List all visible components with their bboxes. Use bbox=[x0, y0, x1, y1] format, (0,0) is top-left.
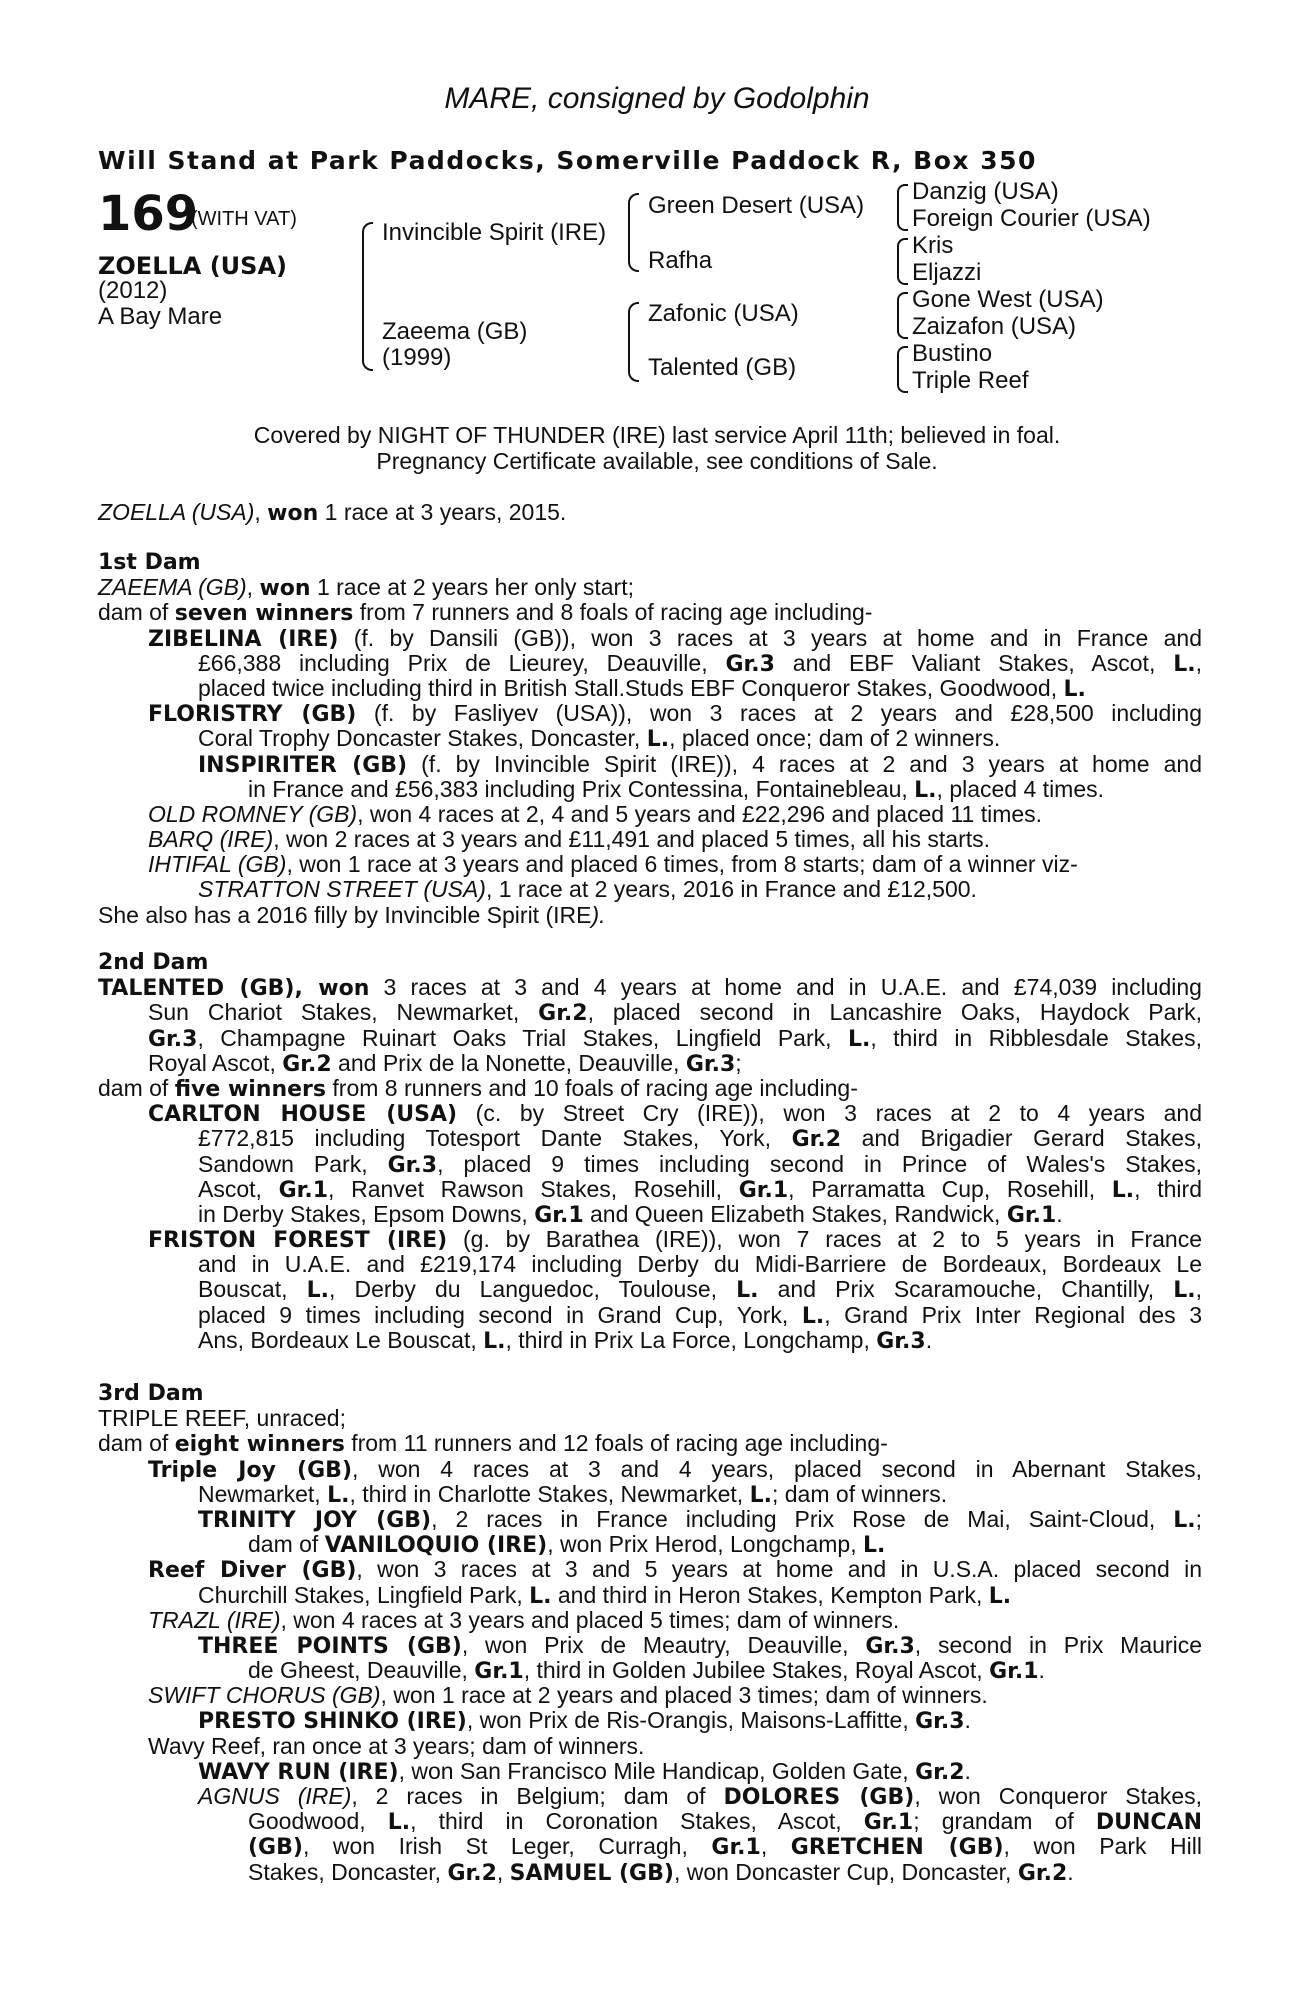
reef-diver-entry: Reef Diver (GB), won 3 races at 3 and 5 years at home and in U.S.A. placed second in bbox=[148, 1556, 1202, 1584]
carlton-entry: CARLTON HOUSE (USA) (c. by Street Cry (IRE)), won 3 races at 2 to 4 years and bbox=[148, 1100, 1203, 1128]
barq-entry: BARQ (IRE), won 2 races at 3 years and £11,491 and placed 5 times, all his starts. bbox=[148, 826, 991, 853]
wavy-run-entry: WAVY RUN (IRE), won San Francisco Mile Handicap, Golden Gate, Gr.2. bbox=[198, 1757, 971, 1785]
wavy-reef-entry: Wavy Reef, ran once at 3 years; dam of winners. bbox=[148, 1732, 645, 1759]
pedigree-sdd: Eljazzi bbox=[912, 259, 982, 286]
dam1-produce-b: seven winners bbox=[174, 601, 354, 627]
stand-location: Will Stand at Park Paddocks, Somerville Paddock R, Box 350 bbox=[98, 146, 1037, 175]
pedigree-ssd: Foreign Courier (USA) bbox=[912, 205, 1151, 232]
dam1-produce-c: from 7 runners and 8 foals of racing age including- bbox=[353, 599, 873, 626]
also-has: She also has a 2016 filly by Invincible Spirit (IRE). bbox=[98, 901, 606, 928]
dam1-produce-a: dam of bbox=[98, 599, 175, 626]
horse-description: A Bay Mare bbox=[98, 303, 223, 330]
pedigree-brace-sd bbox=[897, 238, 908, 285]
pregnancy-note: Pregnancy Certificate available, see conditions of Sale. bbox=[376, 448, 938, 474]
record-name: ZOELLA (USA) bbox=[98, 499, 255, 525]
floristry-entry: FLORISTRY (GB) (f. by Fasliyev (USA)), won 3 races at 2 years and £28,500 including bbox=[148, 700, 1202, 728]
pedigree-dd: Talented (GB) bbox=[648, 354, 797, 381]
first-dam-heading: 1st Dam bbox=[98, 550, 201, 575]
pedigree-brace-sire bbox=[628, 193, 639, 272]
pedigree-brace-ds bbox=[897, 292, 908, 339]
pedigree-sd: Rafha bbox=[648, 247, 713, 274]
pedigree-dam-year: (1999) bbox=[382, 344, 452, 371]
old-romney-entry: OLD ROMNEY (GB), won 4 races at 2, 4 and 5 years and £22,296 and placed 11 times. bbox=[148, 800, 1043, 827]
first-dam-section: 1st Dam ZAEEMA (GB), won 1 race at 2 years her only start; dam of seven winners from 7 runners and 8 foals of racing age including- ZIBELINA (IRE) (f. by Dansili (GB)), won 3 races at 3 years at home and in France and £66,388 including Prix de Lieurey, Deauville, Gr.3 and EBF Valiant Stakes, Ascot, L., placed twice including third in British Stall.Studs EBF Conqueror Stakes, Goodwood, L. FLORISTRY (GB) (f. by Fasliyev (USA)), won 3 races at 2 years and £28,500 including Coral Trophy Doncaster Stakes, Doncaster, L., placed once; dam of 2 winners. INSPIRITER (GB) (f. by Invincible Spirit (IRE)), 4 races at 2 and 3 years at home and in France and £56,383 including Prix Contessina, Fontainebleau, L., placed 4 times. OLD ROMNEY (GB), won 4 races at 2, 4 and 5 years and £22,296 and placed 11 times. BARQ (IRE), won 2 races at 3 years and £11,491 and placed 5 times, all his starts. IHTIFAL (GB), won 1 race at 3 years and placed 6 times, from 8 starts; dam of a winner viz- STRATTON STREET (USA), 1 race at 2 years, 2016 in France and £12,500. She also has a 2016 filly by Invincible Spirit (IRE). bbox=[98, 550, 1202, 928]
pedigree-brace-ss bbox=[897, 184, 908, 231]
friston-entry: FRISTON FOREST (IRE) (g. by Barathea (IRE)), won 7 races at 2 to 5 years in France bbox=[148, 1226, 1202, 1254]
dam3-name: TRIPLE REEF, unraced; bbox=[98, 1405, 346, 1432]
inspiriter-entry: INSPIRITER (GB) (f. by Invincible Spirit (IRE)), 4 races at 2 and 3 years at home and bbox=[198, 750, 1202, 778]
pedigree-sss: Danzig (USA) bbox=[912, 178, 1059, 205]
pedigree-brace-dd bbox=[897, 346, 908, 393]
horse-record bbox=[98, 500, 1202, 525]
pedigree-ddd: Triple Reef bbox=[912, 367, 1029, 394]
pedigree-dsd: Zaizafon (USA) bbox=[912, 313, 1077, 340]
page-title: MARE, consigned by Godolphin bbox=[444, 82, 870, 115]
agnus-entry: AGNUS (IRE), 2 races in Belgium; dam of DOLORES (GB), won Conqueror Stakes, bbox=[198, 1783, 1203, 1810]
lot-number: 169 bbox=[98, 186, 199, 242]
pedigree-ds: Zafonic (USA) bbox=[648, 300, 799, 327]
pedigree-brace-dam bbox=[628, 302, 639, 382]
swift-chorus-entry: SWIFT CHORUS (GB), won 1 race at 2 years and placed 3 times; dam of winners. bbox=[148, 1682, 988, 1709]
pedigree-sire: Invincible Spirit (IRE) bbox=[382, 219, 607, 246]
talented-entry: TALENTED (GB), won 3 races at 3 and 4 years at home and in U.A.E. and £74,039 including bbox=[98, 974, 1202, 1002]
pedigree-dam: Zaeema (GB) bbox=[382, 318, 528, 345]
pedigree-dss: Gone West (USA) bbox=[912, 286, 1104, 313]
triple-joy-entry: Triple Joy (GB), won 4 races at 3 and 4 years, placed second in Abernant Stakes, bbox=[148, 1455, 1202, 1483]
second-dam-section: 2nd Dam TALENTED (GB), won 3 races at 3 and 4 years at home and in U.A.E. and £74,039 including Sun Chariot Stakes, Newmarket, Gr.2, placed second in Lancashire Oaks, Haydock Park, Gr.3, Champagne Ruinart Oaks Trial Stakes, Lingfield Park, L., third in Ribblesdale Stakes, Royal Ascot, Gr.2 and Prix de la Nonette, Deauville, Gr.3; dam of five winners from 8 runners and 10 foals of racing age including- CARLTON HOUSE (USA) (c. by Street Cry (IRE)), won 3 races at 2 to 4 years and £772,815 including Totesport Dante Stakes, York, Gr.2 and Brigadier Gerard Stakes, Sandown Park, Gr.3, placed 9 times including second in Prince of Wales's Stakes, Ascot, Gr.1, Ranvet Rawson Stakes, Rosehill, Gr.1, Parramatta Cup, Rosehill, L., third in Derby Stakes, Epsom Downs, Gr.1 and Queen Elizabeth Stakes, Randwick, Gr.1. FRISTON FOREST (IRE) (g. by Barathea (IRE)), won 7 races at 2 to 5 years in France and in U.A.E. and £219,174 including Derby du Midi-Barriere de Bordeaux, Bordeaux Le Bouscat, L., Derby du Languedoc, Toulouse, L. and Prix Scaramouche, Chantilly, L., placed 9 times including second in Grand Cup, York, L., Grand Prix Inter Regional des 3 Ans, Bordeaux Le Bouscat, L., third in Prix La Force, Longchamp, Gr.3. bbox=[98, 950, 1203, 1354]
third-dam-section: 3rd Dam TRIPLE REEF, unraced; dam of eight winners from 11 runners and 12 foals of racing age including- Triple Joy (GB), won 4 races at 3 and 4 years, placed second in Abernant Stakes, Newmarket, L., third in Charlotte Stakes, Newmarket, L.; dam of winners. TRINITY JOY (GB), 2 races in France including Prix Rose de Mai, Saint-Cloud, L.; dam of VANILOQUIO (IRE), won Prix Herod, Longchamp, L. Reef Diver (GB), won 3 races at 3 and 5 years at home and in U.S.A. placed second in Churchill Stakes, Lingfield Park, L. and third in Heron Stakes, Kempton Park, L. TRAZL (IRE), won 4 races at 3 years and placed 5 times; dam of winners. THREE POINTS (GB), won Prix de Meautry, Deauville, Gr.3, second in Prix Maurice de Gheest, Deauville, Gr.1, third in Golden Jubilee Stakes, Royal Ascot, Gr.1. SWIFT CHORUS (GB), won 1 race at 2 years and placed 3 times; dam of winners. PRESTO SHINKO (IRE), won Prix de Ris-Orangis, Maisons-Laffitte, Gr.3. Wavy Reef, ran once at 3 years; dam of winners. WAVY RUN (IRE), won San Francisco Mile Handicap, Golden Gate, Gr.2. AGNUS (IRE), 2 races in Belgium; dam of DOLORES (GB), won Conqueror Stakes, Goodwood, L., third in Coronation Stakes, Ascot, Gr.1; grandam of DUNCAN (GB), won Irish St Leger, Curragh, Gr.1, GRETCHEN (GB), won Park Hill Stakes, Doncaster, Gr.2, SAMUEL (GB), won Doncaster Cup, Doncaster, Gr.2. bbox=[98, 1381, 1203, 1886]
horse-name: ZOELLA (USA) bbox=[98, 252, 287, 280]
stratton-entry: STRATTON STREET (USA), 1 race at 2 years, 2016 in France and £12,500. bbox=[198, 876, 977, 903]
trazl-entry: TRAZL (IRE), won 4 races at 3 years and placed 5 times; dam of winners. bbox=[148, 1606, 900, 1633]
dam1-won: won bbox=[259, 576, 311, 602]
pedigree-sds: Kris bbox=[912, 232, 954, 259]
dam1-sep: , bbox=[246, 574, 260, 601]
cover-note: Covered by NIGHT OF THUNDER (IRE) last service April 11th; believed in foal. bbox=[253, 422, 1061, 448]
record-rest: 1 race at 3 years, 2015. bbox=[318, 499, 567, 525]
horse-year: (2012) bbox=[98, 277, 168, 304]
pedigree-ss: Green Desert (USA) bbox=[648, 192, 865, 219]
ihtifal-entry: IHTIFAL (GB), won 1 race at 3 years and placed 6 times, from 8 starts; dam of a winner viz- bbox=[148, 851, 1078, 878]
dam1-rest: 1 race at 2 years her only start; bbox=[310, 574, 634, 601]
three-points-entry: THREE POINTS (GB), won Prix de Meautry, Deauville, Gr.3, second in Prix Maurice bbox=[198, 1631, 1202, 1659]
dam1-name: ZAEEMA (GB) bbox=[98, 574, 247, 601]
pedigree-brace-main bbox=[362, 222, 373, 371]
zibelina-entry: ZIBELINA (IRE) (f. by Dansili (GB)), won 3 races at 3 years at home and in France and bbox=[148, 624, 1202, 652]
pedigree-dds: Bustino bbox=[912, 340, 993, 367]
trinity-joy-entry: TRINITY JOY (GB), 2 races in France including Prix Rose de Mai, Saint-Cloud, L.; bbox=[198, 1505, 1202, 1533]
vat-label: (WITH VAT) bbox=[191, 208, 297, 230]
second-dam-heading: 2nd Dam bbox=[98, 950, 209, 975]
record-won: won bbox=[267, 501, 319, 526]
record-sep: , bbox=[254, 499, 261, 525]
presto-entry: PRESTO SHINKO (IRE), won Prix de Ris-Orangis, Maisons-Laffitte, Gr.3. bbox=[198, 1707, 971, 1735]
third-dam-heading: 3rd Dam bbox=[98, 1381, 204, 1406]
